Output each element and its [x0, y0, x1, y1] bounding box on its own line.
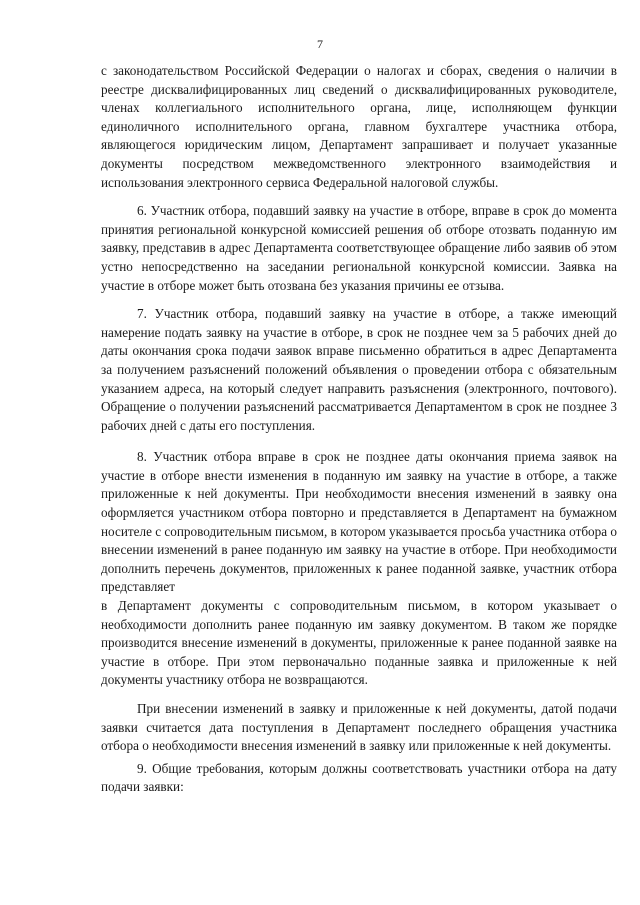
- paragraph-submission-date: При внесении изменений в заявку и приложенные к ней документы, датой подачи заявки считается дата поступления в Департамент последнего обращения участника отбора о необходимости внесения изменений в заявку или приложенные к ней документы.: [101, 701, 617, 754]
- paragraph-tax-info: с законодательством Российской Федерации о налогах и сборах, сведения о наличии в реестре дисквалифицированных лиц сведений о дисквалифицированных руководителе, членах коллегиального исполнительного органа, лице, исполняющем функции единоличного исполнительного органа, главном бухгалтере участника отбора, являющегося юридическим лицом, Департамент запрашивает и получает указанные документы посредством межведомственного электронного взаимодействия и использования электронного сервиса Федеральной налоговой службы.: [101, 63, 617, 190]
- document-body: [101, 62, 617, 797]
- paragraph-8-continuation: в Департамент документы с сопроводительным письмом, в котором указывает о необходимости дополнить ранее поданную им заявку документом. В таком же порядке производится внесение изменений в документы, приложенные к ранее поданной заявке на участие в отборе. При этом первоначально поданные заявка и приложенные к ней документы участнику отбора не возвращаются.: [101, 598, 617, 688]
- paragraph-8-changes: 8. Участник отбора вправе в срок не позднее даты окончания приема заявок на участие в отборе внести изменения в поданную им заявку на участие в отборе, а также приложенные к ней документы. При необходимости внесения изменений в заявку она оформляется участником отбора повторно и представляется в Департамент на бумажном носителе с сопроводительным письмом, в котором указывается просьба участника отбора о внесении изменений в ранее поданную им заявку на участие в отборе. При необходимости дополнить перечень документов, приложенных к ранее поданной заявке, участник отбора представляет: [101, 449, 617, 595]
- paragraph-7-clarifications: 7. Участник отбора, подавший заявку на участие в отборе, а также имеющий намерение подать заявку на участие в отборе, в срок не позднее чем за 5 рабочих дней до даты окончания срока подачи заявок вправе письменно обратиться в адрес Департамента за получением разъяснений положений объявления о проведении отбора с обязательным указанием адреса, на который следует направить разъяснения (электронного, почтового). Обращение о получении разъяснений рассматривается Департаментом в срок не позднее 3 рабочих дней с даты его поступления.: [101, 306, 617, 433]
- paragraph-9-requirements: 9. Общие требования, которым должны соответствовать участники отбора на дату подачи заявки:: [101, 760, 617, 795]
- page-number: 7: [317, 37, 323, 51]
- paragraph-6-withdrawal: 6. Участник отбора, подавший заявку на участие в отборе, вправе в срок до момента принятия региональной конкурсной комиссией решения об отборе отозвать поданную им заявку, представив в адрес Департамента соответствующее обращение либо заявив об этом устно непосредственно на заседании региональной конкурсной комиссии. Заявка на участие в отборе может быть отозвана без указания причины ее отзыва.: [101, 203, 617, 293]
